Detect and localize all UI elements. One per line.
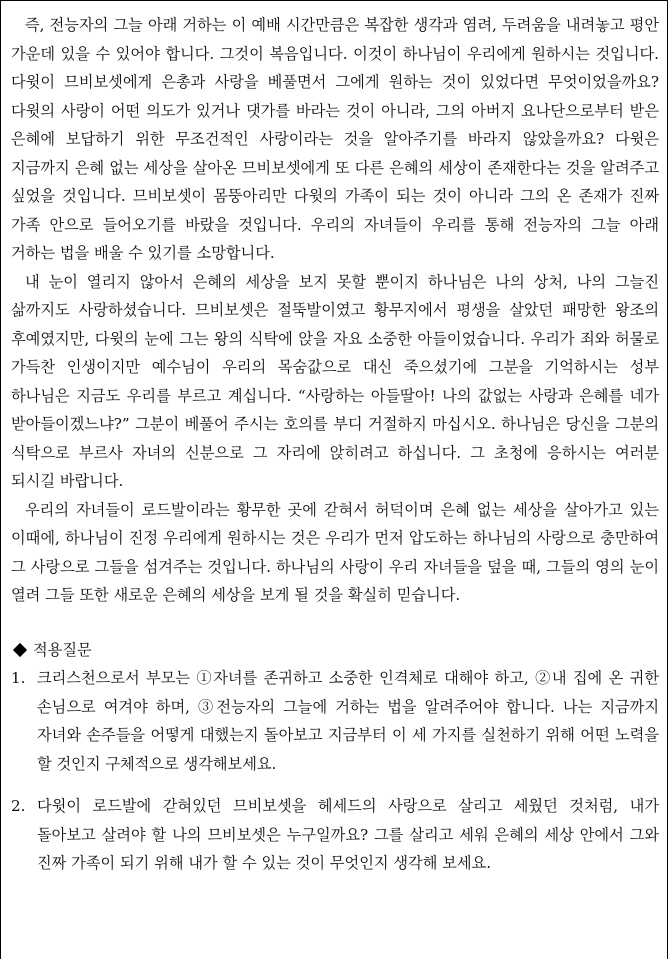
question-text: 다윗이 로드발에 갇혀있던 므비보셋을 헤세드의 사랑으로 살리고 세웠던 것처럼, 내가 돌아보고 살려야 할 나의 므비보셋은 누구일까요? 그를 살리고 세워 은혜의 세상 안에서 그와 진짜 가족이 되기 위해 내가 할 수 있는 것이 무엇인지 생각해 보세요.	[37, 797, 659, 872]
question-item-1	[11, 664, 659, 778]
application-questions-heading	[11, 636, 659, 665]
body-paragraph-1: 즉, 전능자의 그늘 아래 거하는 이 예배 시간만큼은 복잡한 생각과 염려, 두려움을 내려놓고 평안 가운데 있을 수 있어야 합니다. 그것이 복음입니다. 이것이 하나님이 우리에게 원하시는 것입니다. 다윗이 므비보셋에게 은총과 사랑을 베풀면서 그에게 원하는 것이 있었다면 무엇이었을까요? 다윗의 사랑이 어떤 의도가 있거나 댓가를 바라는 것이 아니라, 그의 아버지 요나단으로부터 받은 은혜에 보답하기 위한 무조건적인 사랑이라는 것을 알아주기를 바라지 않았을까요? 다윗은 지금까지 은혜 없는 세상을 살아온 므비보셋에게 또 다른 은혜의 세상이 존재한다는 것을 알려주고 싶었을 것입니다. 므비보셋이 몸뚱아리만 다윗의 가족이 되는 것이 아니라 그의 온 존재가 진짜 가족 안으로 들어오기를 바랐을 것입니다. 우리의 자녀들이 우리를 통해 전능자의 그늘 아래 거하는 법을 배울 수 있기를 소망합니다.	[11, 16, 659, 262]
question-item-2	[11, 792, 659, 878]
body-paragraph-3: 우리의 자녀들이 로드발이라는 황무한 곳에 갇혀서 허덕이며 은혜 없는 세상을 살아가고 있는 이때에, 하나님이 진정 우리에게 원하시는 것은 우리가 먼저 압도하는 하나님의 사랑으로 충만하여 그 사랑으로 그들을 섬겨주는 것입니다. 하나님의 사랑이 우리 자녀들을 덮을 때, 그들의 영의 눈이 열려 그들 또한 새로운 은혜의 세상을 보게 될 것을 확실히 믿습니다.	[11, 500, 659, 604]
body-paragraph-2: 내 눈이 열리지 않아서 은혜의 세상을 보지 못할 뿐이지 하나님은 나의 상처, 나의 그늘진 삶까지도 사랑하셨습니다. 므비보셋은 절뚝발이였고 황무지에서 평생을 살았던 패망한 왕조의 후예였지만, 다윗의 눈에 그는 왕의 식탁에 앉을 자요 소중한 아들이었습니다. 우리가 죄와 허물로 가득찬 인생이지만 예수님이 우리의 목숨값으로 대신 죽으셨기에 그분을 기억하시는 성부 하나님은 지금도 우리를 부르고 계십니다. “사랑하는 아들딸아! 나의 값없는 사랑과 은혜를 네가 받아들이겠느냐?” 그분이 베풀어 주시는 호의를 부디 거절하지 마십시오. 하나님은 당신을 그분의 식탁으로 부르사 자녀의 신분으로 그 자리에 앉히려고 하십니다. 그 초청에 응하시는 여러분 되시길 바랍니다.	[11, 272, 659, 490]
section-spacer	[11, 610, 659, 636]
question-text: 크리스천으로서 부모는 ①자녀를 존귀하고 소중한 인격체로 대해야 하고, ②내 집에 온 귀한 손님으로 여겨야 하며, ③전능자의 그늘에 거하는 법을 알려주어야 합니다. 나는 지금까지 자녀와 손주들을 어떻게 대했는지 돌아보고 지금부터 이 세 가지를 실천하기 위해 어떤 노력을 할 것인지 구체적으로 생각해보세요.	[37, 669, 659, 773]
section-title-text: 적용질문	[33, 640, 92, 659]
question-number: 1.	[11, 669, 26, 687]
diamond-icon	[13, 643, 27, 657]
question-spacer	[11, 778, 659, 792]
question-number: 2.	[11, 797, 26, 815]
